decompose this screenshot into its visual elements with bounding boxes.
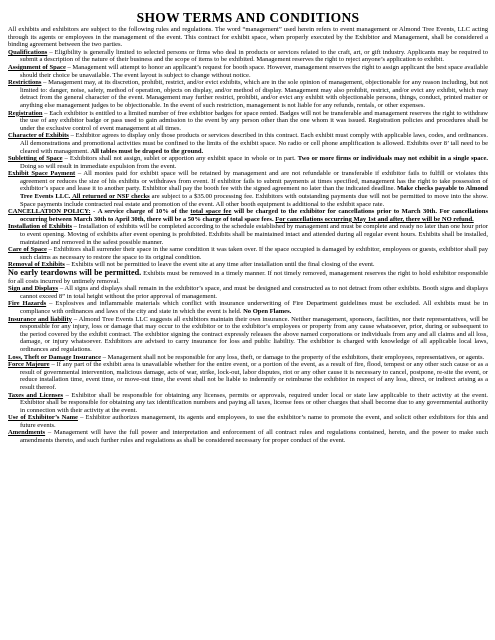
- section-heading: Loss, Theft or Damage Insurance: [8, 353, 102, 361]
- terms-section: [8, 49, 488, 64]
- section-heading: Registration: [8, 109, 43, 117]
- terms-section: [8, 414, 488, 429]
- section-heading: Care of Space: [8, 246, 47, 254]
- section-text: – Management will have the full power and interpretation and enforcement of all contract rules and regulations contained, herein, and the power to make such amendments thereto, and such further rules and regulations as shall be considered necessary for proper conduct of the event.: [20, 429, 488, 445]
- terms-section: [8, 64, 488, 79]
- section-text: – Almond Tree Events LLC suggests all exhibitors maintain their own insurance. Neither management, sponsors, facilities, nor their representatives, will be responsible for any injury, loss or damage that may occur to the exhibitor or to the exhibitor’s employees or property from any cause whatsoever, prior, during or subsequent to the period covered by the exhibit contract. The exhibitor signing the contract expressly releases the above named corporations or individuals from any and all claims and all loss, damage, or injury whatsoever. Exhibitors are advised to carry insurance for loss and public liability. The exhibitor is charged with knowledge of all applicable local laws, ordinances and regulations.: [20, 315, 488, 353]
- section-text: – Exhibitor shall be responsible for obtaining any licenses, permits or approvals, required under local or state law applicable to their activity at the event. Exhibitor shall be responsible for obtaining any tax identification numbers and paying all taxes, license fees or other charges that shall become due to any governmental authority in connection with their activity at the event.: [20, 391, 488, 414]
- section-text: – Management shall not be responsible for any loss, theft, or damage to the property of the exhibitors, their employees, representatives, or agents.: [101, 353, 485, 361]
- section-text: – Exhibits will not be permitted to leave the event site at any time after installation until the final closing of the event.: [64, 261, 375, 269]
- section-heading: Insurance and liability: [8, 315, 72, 323]
- section-heading: Assignment of Space: [8, 63, 66, 71]
- section-emphasis-underlined: total space fee: [190, 208, 232, 216]
- section-heading: Fire Hazards: [8, 300, 47, 308]
- section-heading: Amendments: [8, 429, 46, 437]
- terms-sections: [8, 49, 488, 445]
- section-text: – Management will attempt to honor an applicant’s request for booth space. However, management reserves the right to assign applicant the best space available should their choice be unavailable. The event layout is subject to change without notice.: [20, 63, 488, 79]
- tearing-notice: No early teardowns will be permitted.: [8, 268, 142, 277]
- section-emphasis: All tables must be draped to the ground.: [90, 147, 204, 155]
- terms-section: [8, 246, 488, 261]
- section-text: – Eligibility is generally limited to selected persons or firms who deal in products or services related to the craft, art, or gift industry. Applicants may be required to submit a description of the nature of their business and the scope of items to be exhibited. Management reserves the right to reject anyone’s application to exhibit.: [20, 48, 488, 64]
- terms-section: [8, 132, 488, 155]
- section-heading: Use of Exhibitor’s Name: [8, 414, 78, 422]
- section-text: – All signs and displays shall remain in the exhibitor’s space, and must be designed and constructed as to not detract from other exhibits. Booth signs and displays cannot exceed 8” in total height without the prior approval of management.: [20, 285, 488, 300]
- terms-section: [8, 79, 488, 109]
- section-heading: Character of Exhibits: [8, 132, 69, 140]
- terms-section: [8, 155, 488, 170]
- section-text: are subject to a $35.00 processing fee. Exhibitors with outstanding payments due will not be permitted to move into the show. Space payments include contracted real estate and promotion of the event. All other booth equipment is additional to the exhibit space rate.: [20, 193, 488, 208]
- section-heading: Restrictions: [8, 79, 42, 87]
- section-heading: Force Majeure: [8, 361, 50, 369]
- section-emphasis: will be charged to the exhibitor for cancellations prior to March 30th. For cancellations occurring between March 30th to April 30th, there will be a 50% charge of total space fees.: [20, 208, 489, 223]
- section-text: – All monies paid for exhibit space will be retained by management and are not refundable or transferable if exhibitor fails to fulfill or violates this agreement or reduces the size of his exhibits or withdraws from event. If exhibitor fails to submit payments at times specified, management has the right to take possession of exhibitor’s space and lease it to another party. Exhibitor shall pay the booth fee with the signed agreement no later than the indicated deadline.: [20, 170, 489, 193]
- terms-section: [8, 170, 488, 208]
- section-heading: CANCELLATION POLICY:: [8, 208, 91, 216]
- section-heading: Sign and Displays: [8, 285, 59, 293]
- section-underlined-text: All returned or NSF checks: [70, 193, 150, 201]
- section-emphasis: Two or more firms or individuals may not exhibit in a single space.: [297, 155, 489, 163]
- terms-section: [8, 285, 488, 300]
- terms-body: [8, 26, 488, 445]
- section-text: – Management may, at its discretion, prohibit, restrict, and/or evict exhibits, which are in the sole opinion of management, objectionable for any reason including, but not limited to: danger, noise, safety, method of operation, objects on display, and/or method of display. Management may also prohibit, restrict, and/or evict any exhibit, which may detract from the general character of the event. Management may further restrict, prohibit, and/or evict any exhibit with objectionable persons, things, conduct, printed matter or anything else management judges to be objectionable. In the event of such restriction, management is not liable for any refunds, rentals, or other expenses.: [20, 79, 488, 109]
- terms-section: [8, 269, 488, 285]
- section-text: – Exhibitor agrees to display only those products or services described in this contract. Each exhibit must comply with applicable laws, codes, and ordinances. All demonstrations and promotional activities must be confined to the limits of the exhibit space. No radio or cell phone amplification is allowed. Exhibits over 8’ tall need to be cleared with management.: [20, 132, 488, 155]
- section-emphasis: Make checks payable to Almond Tree Events LLC.: [20, 185, 488, 201]
- section-heading: Installation of Exhibits: [8, 223, 73, 231]
- terms-section: [8, 354, 488, 362]
- terms-section: [8, 392, 488, 415]
- section-text: Exhibits must be removed in a timely manner. If not timely removed, management reserves the right to hold exhibitor responsible for all costs incurred by untimely removal.: [8, 270, 488, 285]
- section-heading: Subletting of Space: [8, 155, 63, 163]
- section-emphasis: No Open Flames.: [243, 307, 292, 315]
- section-heading: Qualifications: [8, 48, 48, 56]
- section-text: Doing so will result in immediate expulsion from the event.: [20, 162, 177, 170]
- terms-section: [8, 429, 488, 444]
- section-text: – Each exhibitor is entitled to a limited number of free exhibitor badges for space rented. Badges will not be transferable and management reserves the right to withdraw the use of any exhibitor badge or pass used to gain admission to the event by any person other than the one whom it was issued. Registration policies and procedures shall be under the exclusive control of event management at all times.: [20, 109, 488, 132]
- terms-section: [8, 316, 488, 354]
- section-text: – Explosives and inflammable materials which conflict with insurance underwriting of Fire Department guidelines must be excluded. All exhibits must be in compliance with ordinances and laws of the city and state in which the event is held.: [20, 300, 488, 315]
- section-text: – If any part of the exhibit area is unavailable whether for the entire event, or a portion of the event, as a result of fire, flood, tempest or any other such cause or as a result of governmental intervention, malicious damage, acts of war, strike, lock-out, labor disputes, riot or any other cause it is necessary to cancel, postpone, re-site the event, or reduce installation time, event time, or move-out time, the event shall not be liable to indemnify or reimburse the exhibitor in respect of any loss, direct, or indirect arising as a result thereof.: [20, 361, 488, 391]
- section-emphasis: A service charge of 10% of the: [97, 208, 191, 216]
- terms-section: [8, 208, 488, 223]
- section-heading: Taxes and Licenses: [8, 391, 64, 399]
- section-text: – Exhibitor authorizes management, its agents and employees, to use the exhibitor’s name to promote the event, and solicit other exhibitors for this and future events.: [20, 414, 488, 429]
- section-emphasis-underlined: For cancellations occurring May 1st and after, there will be NO refund.: [275, 215, 474, 223]
- terms-section: [8, 300, 488, 315]
- document-title: SHOW TERMS AND CONDITIONS: [136, 10, 360, 25]
- terms-section: [8, 361, 488, 391]
- section-heading: Exhibit Space Payment: [8, 170, 76, 178]
- terms-section: [8, 223, 488, 246]
- section-text: – Exhibitors shall not assign, sublet or apportion any exhibit space in whole or in part.: [62, 155, 298, 163]
- section-heading: Removal of Exhibits: [8, 261, 65, 269]
- section-text: – Installation of exhibits will be completed according to the schedule established by management and must be complete and ready no later than one hour prior to event opening. Moving of exhibits after event opening is prohibited. Exhibits shall be maintained intact and attended during all regular event hours. Exhibits shall be installed, maintained and removed in the safest possible manner.: [20, 223, 488, 246]
- section-text: – Exhibitors shall surrender their space in the same condition it was taken over. If the space occupied is damaged by exhibitor, employees or guests, exhibitor shall pay such claims as necessary to restore the space to its original condition.: [20, 246, 489, 261]
- intro-paragraph: All exhibits and exhibitors are subject to the following rules and regulations. The word “management” used herein refers to event management or Almond Tree Events, LLC acting through its agents or employees in the management of the event. This contract for exhibit space, when properly executed by the Exhibitor and Management, shall be considered a binding agreement between the two parties.: [8, 26, 488, 49]
- terms-section: [8, 110, 488, 133]
- section-text: -: [90, 208, 98, 216]
